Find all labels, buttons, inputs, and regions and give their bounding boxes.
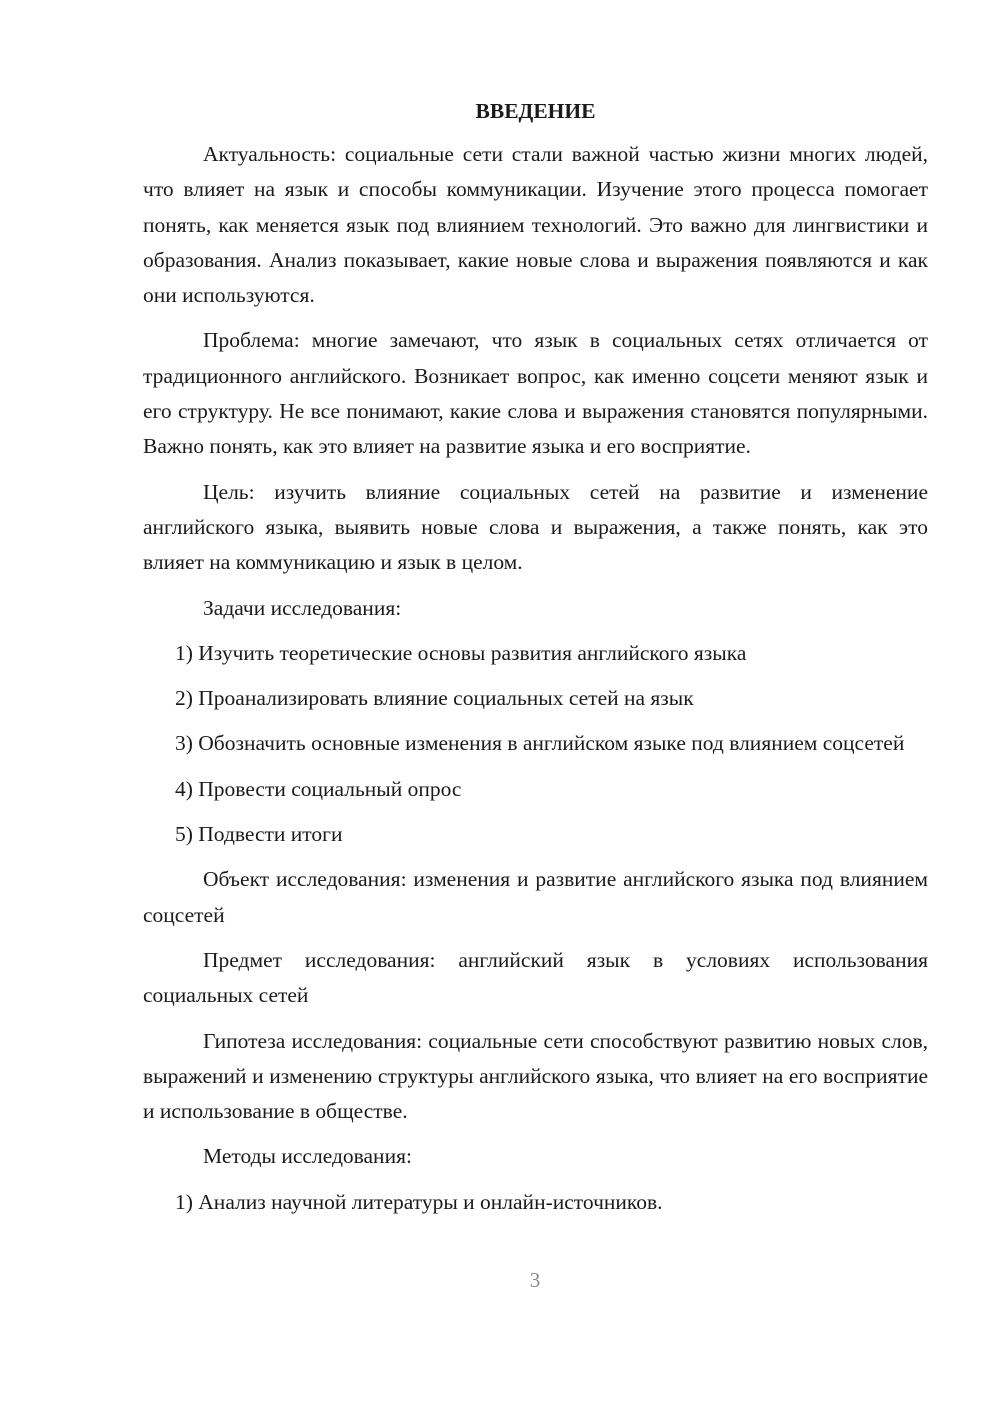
task-item-2: 2) Проанализировать влияние социальных сетей на язык (175, 686, 694, 711)
method-item-1: 1) Анализ научной литературы и онлайн-источников. (175, 1189, 663, 1214)
task-item-3: 3) Обозначить основные изменения в английском языке под влиянием соцсетей (175, 731, 905, 756)
subject-paragraph: Предмет исследования: английский язык в условиях использования социальных сетей (143, 947, 928, 1008)
task-item-1: 1) Изучить теоретические основы развития английского языка (175, 640, 747, 665)
task-item-5: 5) Подвести итоги (175, 822, 343, 847)
page-number: 3 (529, 1268, 541, 1292)
document-page (143, 95, 928, 1230)
relevance-paragraph: Актуальность: социальные сети стали важной частью жизни многих людей, что влияет на язык и способы коммуникации. Изучение этого процесса помогает понять, как меняется язык под влиянием технологий. Это важно для лингвистики и образования. Анализ показывает, какие новые слова и выражения появляются и как они используются. (143, 142, 928, 308)
tasks-label: Задачи исследования: (203, 595, 402, 620)
hypothesis-paragraph: Гипотеза исследования: социальные сети способствуют развитию новых слов, выражений и изменению структуры английского языка, что влияет на его восприятие и использование в обществе. (143, 1028, 928, 1124)
problem-paragraph: Проблема: многие замечают, что язык в социальных сетях отличается от традиционного английского. Возникает вопрос, как именно соцсети меняют язык и его структуру. Не все понимают, какие слова и выражения становятся популярными. Важно понять, как это влияет на развитие языка и его восприятие. (143, 328, 928, 459)
task-item-4: 4) Провести социальный опрос (175, 776, 462, 801)
methods-label: Методы исследования: (203, 1144, 412, 1169)
object-paragraph: Объект исследования: изменения и развитие английского языка под влиянием соцсетей (143, 867, 928, 927)
section-title: ВВЕДЕНИЕ (475, 99, 596, 123)
goal-paragraph: Цель: изучить влияние социальных сетей на развитие и изменение английского языка, выявить новые слова и выражения, а также понять, как это влияет на коммуникацию и язык в целом. (143, 479, 928, 575)
